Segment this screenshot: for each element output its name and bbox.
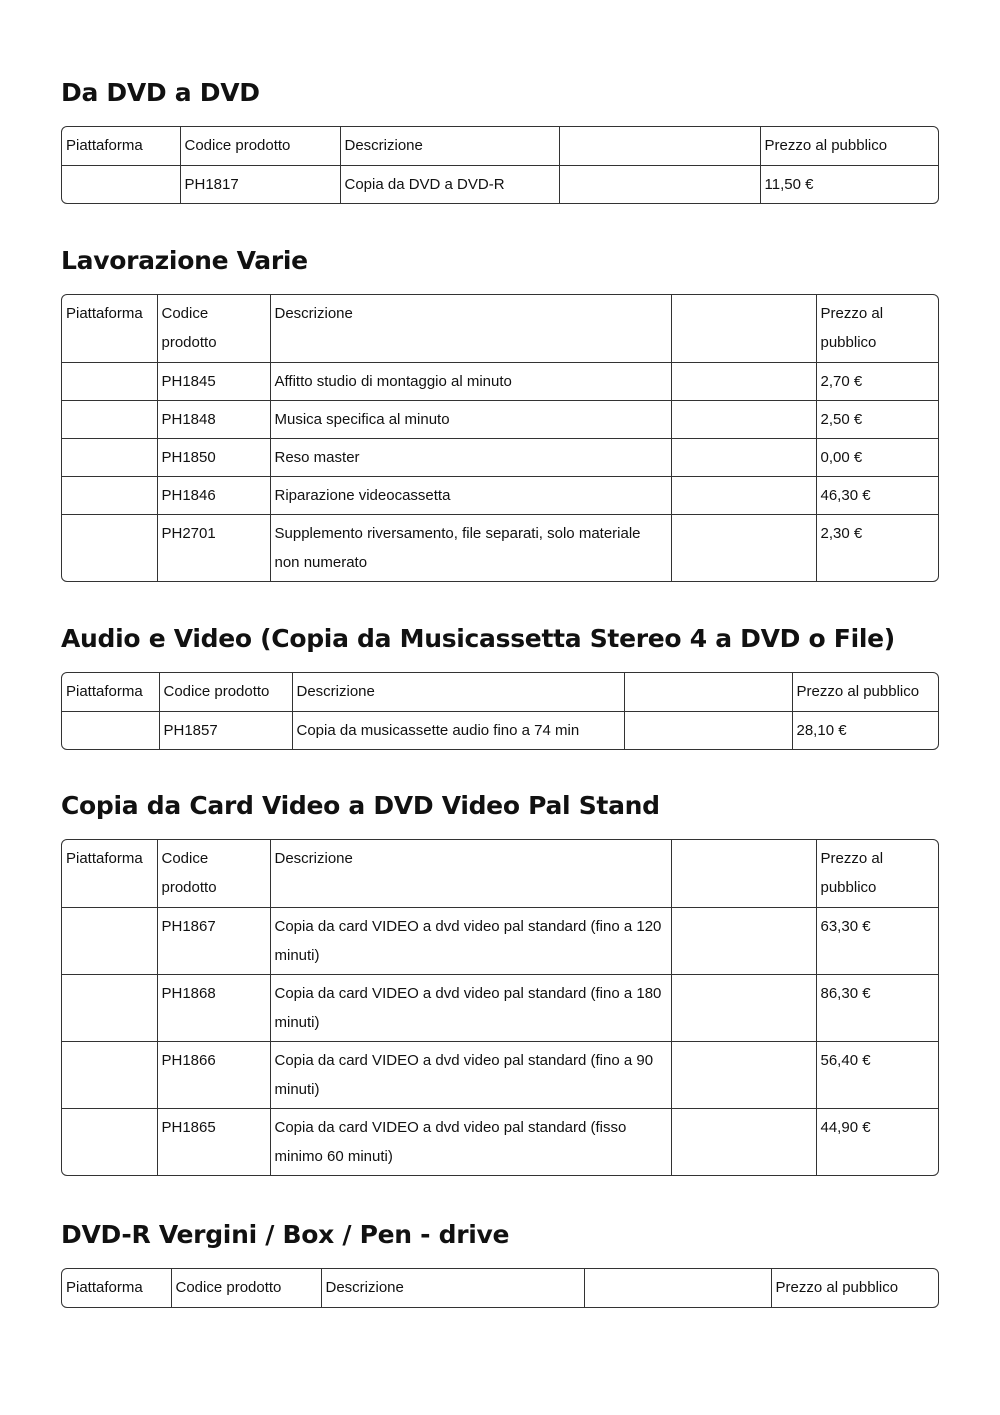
table-row [62,907,939,974]
section-title: Lavorazione Varie [61,246,308,275]
cell-piattaforma [62,476,157,514]
table-header-row [62,1269,939,1307]
cell-descrizione: Copia da card VIDEO a dvd video pal standard (fisso minimo 60 minuti) [270,1108,671,1175]
cell-prezzo: 28,10 € [796,721,847,739]
cell-extra [671,476,816,514]
cell-extra [559,165,760,203]
section-title: Copia da Card Video a DVD Video Pal Stand [61,791,660,820]
cell-extra [671,1108,816,1175]
cell-piattaforma [62,907,157,974]
section-4 [61,791,939,1165]
cell-extra [671,1041,816,1108]
cell-prezzo: 86,30 € [816,974,939,1041]
section-title: Da DVD a DVD [61,78,260,107]
cell-descrizione: Copia da card VIDEO a dvd video pal standard (fino a 180 minuti) [270,974,671,1041]
cell-codice: PH2701 [157,514,270,581]
header-piattaforma: Piattaforma [62,840,157,907]
cell-codice: PH1848 [157,400,270,438]
cell-prezzo: 56,40 € [816,1041,939,1108]
header-prezzo: Prezzo al pubblico [792,673,939,711]
cell-descrizione: Copia da card VIDEO a dvd video pal standard (fino a 120 minuti) [270,907,671,974]
cell-descrizione: Copia da DVD a DVD-R [340,165,559,203]
header-codice: Codice prodotto [157,840,270,907]
cell-descrizione: Riparazione videocassetta [270,476,671,514]
price-table [61,126,939,204]
section-1 [61,78,939,193]
cell-piattaforma [62,514,157,581]
cell-extra [671,974,816,1041]
section-5 [61,1220,939,1296]
cell-piattaforma [62,1108,157,1175]
cell-prezzo: 63,30 € [816,907,939,974]
header-prezzo: Prezzo al pubblico [775,1279,899,1296]
table-row [62,165,939,203]
table-row [62,476,939,514]
section-title: DVD-R Vergini / Box / Pen - drive [61,1220,510,1249]
cell-piattaforma [62,711,159,749]
cell-extra [624,711,792,749]
cell-prezzo: 11,50 € [764,175,814,193]
header-codice: Codice prodotto [180,127,340,165]
header-extra [624,673,792,711]
cell-prezzo: 44,90 € [820,1118,871,1136]
header-descrizione: Descrizione [321,1269,584,1307]
table-row [62,1108,939,1175]
section-2 [61,246,939,571]
price-table [61,1268,939,1308]
cell-prezzo: 2,30 € [820,524,863,542]
table-row [62,711,939,749]
cell-piattaforma [62,974,157,1041]
cell-extra [671,907,816,974]
cell-codice: PH1857 [159,711,292,749]
cell-descrizione: Affitto studio di montaggio al minuto [270,362,671,400]
section-title: Audio e Video (Copia da Musicassetta Stereo 4 a DVD o File) [61,624,895,653]
table-row [62,438,939,476]
cell-codice: PH1868 [157,974,270,1041]
header-extra [584,1269,771,1307]
table-row [62,974,939,1041]
cell-piattaforma [62,438,157,476]
table-header-row [62,840,939,907]
price-table [61,672,939,750]
table-header-row [62,127,939,165]
header-prezzo: Prezzo al pubblico [760,127,939,165]
cell-codice: PH1867 [157,907,270,974]
header-prezzo: Prezzo al pubblico [816,840,939,907]
cell-descrizione: Copia da card VIDEO a dvd video pal standard (fino a 90 minuti) [270,1041,671,1108]
cell-extra [671,438,816,476]
cell-piattaforma [62,400,157,438]
table-row [62,514,939,581]
header-prezzo: Prezzo al pubblico [816,295,939,362]
header-extra [559,127,760,165]
cell-piattaforma [62,1041,157,1108]
header-piattaforma: Piattaforma [62,127,180,165]
header-descrizione: Descrizione [270,840,671,907]
cell-extra [671,514,816,581]
table-header-row [62,295,939,362]
header-piattaforma: Piattaforma [62,1269,171,1307]
header-descrizione: Descrizione [340,127,559,165]
cell-prezzo: 2,70 € [816,362,939,400]
cell-prezzo: 0,00 € [816,438,939,476]
header-piattaforma: Piattaforma [62,295,157,362]
table-row [62,1041,939,1108]
header-descrizione: Descrizione [292,673,624,711]
header-extra [671,840,816,907]
header-codice: Codice prodotto [171,1269,321,1307]
cell-codice: PH1850 [157,438,270,476]
cell-prezzo: 46,30 € [816,476,939,514]
cell-prezzo: 2,50 € [816,400,939,438]
cell-piattaforma [62,362,157,400]
cell-descrizione: Reso master [270,438,671,476]
cell-descrizione: Supplemento riversamento, file separati, solo materiale non numerato [270,514,671,581]
table-row [62,362,939,400]
cell-descrizione: Copia da musicassette audio fino a 74 min [292,711,624,749]
table-row [62,400,939,438]
cell-codice: PH1866 [157,1041,270,1108]
header-piattaforma: Piattaforma [62,673,159,711]
header-codice: Codice prodotto [159,673,292,711]
price-table [61,839,939,1176]
cell-codice: PH1846 [157,476,270,514]
table-header-row [62,673,939,711]
header-codice: Codice prodotto [157,295,270,362]
cell-piattaforma [62,165,180,203]
cell-descrizione: Musica specifica al minuto [270,400,671,438]
cell-codice: PH1817 [180,165,340,203]
cell-codice: PH1865 [157,1108,270,1175]
header-descrizione: Descrizione [270,295,671,362]
section-3 [61,624,939,739]
cell-extra [671,400,816,438]
cell-extra [671,362,816,400]
price-table [61,294,939,582]
cell-codice: PH1845 [157,362,270,400]
header-extra [671,295,816,362]
